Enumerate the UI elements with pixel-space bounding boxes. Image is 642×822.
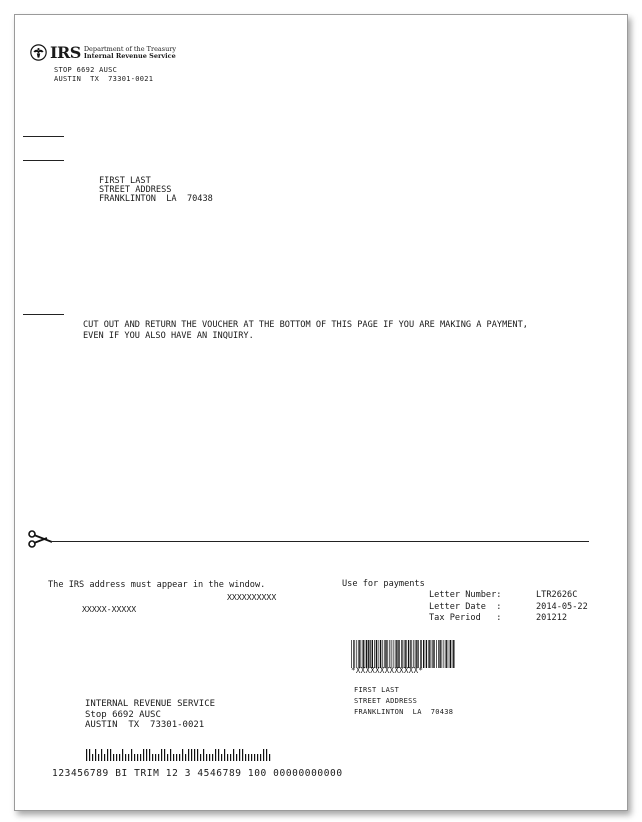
barcode-bar [442,640,443,668]
irs-logo [30,44,176,61]
postnet-bar [89,749,90,761]
scissors-icon [27,529,53,549]
postnet-bar [227,754,228,761]
barcode-bar [436,640,437,668]
barcode-bar [366,640,367,668]
postnet-bar [233,749,234,761]
postnet-bar [221,754,222,761]
postnet-bar [248,754,249,761]
payer-line-1: FIRST LAST [354,686,400,694]
postnet-bar [236,754,237,761]
barcode-bar [444,640,445,668]
letter-info-labels [429,590,501,625]
postnet-bar [215,749,216,761]
fold-mark-3 [23,314,64,315]
barcode-bar [353,640,354,668]
barcode-bar [448,640,449,668]
postnet-bar [116,754,117,761]
payment-notice [83,320,528,341]
barcode-bar [402,640,403,668]
fold-mark-2 [23,160,64,161]
barcode-bar [354,640,355,668]
payer-address [354,685,453,718]
barcode-bar [450,640,451,668]
postnet-bar [140,754,141,761]
postnet-bar [161,749,162,761]
postnet-bar [260,754,261,761]
postnet-bar [146,749,147,761]
recipient-line-1: FIRST LAST [99,176,151,186]
barcode-bar [358,640,359,668]
barcode-bar [416,640,417,668]
postnet-bar [200,754,201,761]
barcode-bar [413,640,414,668]
postnet-bar [128,754,129,761]
postnet-bar [218,749,219,761]
postnet-bar [86,749,87,761]
letter-number-value: LTR2626C [536,590,578,600]
barcode-bar [378,640,379,668]
barcode-bar [356,640,357,668]
barcode-bar [398,640,399,668]
barcode-bar [363,640,364,668]
postnet-bar [197,749,198,761]
postnet-bar [107,749,108,761]
barcode-bar [365,640,366,668]
postnet-bar [110,749,111,761]
recipient-line-2: STREET ADDRESS [99,185,172,195]
barcode-bar [433,640,434,668]
dept-line-2: Internal Revenue Service [83,51,176,60]
barcode-bar [420,640,421,668]
postnet-bar [122,749,123,761]
dept-text [84,46,176,60]
irs-wordmark: IRS [50,42,81,62]
postnet-bar [185,754,186,761]
postnet-barcode [85,749,273,761]
postnet-bar [206,754,207,761]
postnet-bar [203,749,204,761]
postnet-bar [173,754,174,761]
barcode-bar [452,640,453,668]
barcode-bar [415,640,416,668]
barcode-bar [446,640,447,668]
postnet-bar [224,749,225,761]
barcode-bar [396,640,397,668]
window-note: The IRS address must appear in the window. [48,580,266,590]
barcode-bar [384,640,385,668]
barcode-bar [453,640,454,668]
notice-line-2: EVEN IF YOU ALSO HAVE AN INQUIRY. [83,330,254,341]
postnet-bar [137,754,138,761]
barcode-bar [351,640,352,668]
payer-line-2: STREET ADDRESS [354,697,418,705]
barcode-bar [389,640,390,668]
barcode-bar [387,640,388,668]
irs-mailing-address [85,699,215,731]
postnet-bar [251,754,252,761]
postnet-bar [158,754,159,761]
postnet-bar [113,754,114,761]
postnet-bar [176,754,177,761]
postnet-bar [230,754,231,761]
return-address-line-1: STOP 6692 AUSC [54,66,118,74]
barcode-bar [432,640,433,668]
tax-period-value: 201212 [536,613,568,623]
irs-address-line-3: AUSTIN TX 73301-0021 [85,720,205,731]
recipient-line-3: FRANKLINTON LA 70438 [99,194,213,204]
letter-date-label: Letter Date : [429,601,502,612]
barcode-bar [370,640,371,668]
postnet-bar [257,754,258,761]
postnet-bar [119,754,120,761]
irs-eagle-icon [30,44,47,61]
postnet-bar [182,749,183,761]
barcode-bar [418,640,419,668]
postnet-bar [254,754,255,761]
irs-letter-page [14,14,628,811]
barcode-bar [372,640,373,668]
postnet-bar [245,754,246,761]
postnet-bar [125,754,126,761]
postnet-bar [209,754,210,761]
barcode-bar [393,640,394,668]
postnet-bar [194,749,195,761]
barcode-bar [410,640,411,668]
postnet-bar [95,749,96,761]
postnet-bar [188,749,189,761]
letter-date-value: 2014-05-22 [536,601,588,612]
postnet-bar [269,754,270,761]
barcode-bar [405,640,406,668]
return-address-line-2: AUSTIN TX 73301-0021 [54,74,154,83]
return-address [54,66,153,83]
barcode-bar [428,640,429,668]
postnet-bar [131,749,132,761]
cut-line [51,541,589,542]
postnet-bar [212,754,213,761]
postnet-bar [242,749,243,761]
barcode-bar [382,640,383,668]
postnet-bar [149,749,150,761]
irs-address-line-2: Stop 6692 AUSC [85,709,161,720]
postnet-bar [152,754,153,761]
barcode-bar [411,640,412,668]
postnet-bar [104,754,105,761]
barcode-bar [376,640,377,668]
barcode-bar [380,640,381,668]
voucher-code-2: XXXXX-XXXXX [82,604,137,614]
barcode-bar [431,640,432,668]
barcode-text: *XXXXXXXXXXXXX* [351,666,424,675]
postnet-bar [263,749,264,761]
barcode-bar [374,640,375,668]
letter-info-values [536,590,588,625]
postnet-bar [164,749,165,761]
postnet-bar [191,749,192,761]
postnet-bar [101,749,102,761]
barcode-bar [368,640,369,668]
ocr-scan-line: 123456789 BI TRIM 12 3 4546789 100 00000000000 [52,768,343,779]
barcode-bar [426,640,427,668]
postnet-bar [170,749,171,761]
voucher-code-1: XXXXXXXXXX [227,592,277,602]
postnet-bar [239,749,240,761]
letter-number-label: Letter Number: [429,590,502,600]
barcode-bar [395,640,396,668]
barcode-bar [408,640,409,668]
barcode-bar [439,640,440,668]
payment-barcode [351,640,455,668]
postnet-bar [155,754,156,761]
barcode-bar [391,640,392,668]
barcode-bar [404,640,405,668]
notice-line-1: CUT OUT AND RETURN THE VOUCHER AT THE BOTTOM OF THIS PAGE IF YOU ARE MAKING A PAYMENT, [83,320,528,330]
fold-mark-1 [23,136,64,137]
barcode-bar [438,640,439,668]
postnet-bar [98,754,99,761]
barcode-bar [361,640,362,668]
dept-line-1: Department of the Treasury [83,44,177,53]
payer-line-3: FRANKLINTON LA 70438 [354,708,454,716]
recipient-address [99,177,213,204]
irs-address-line-1: INTERNAL REVENUE SERVICE [85,699,216,709]
use-for-payments: Use for payments [342,579,425,589]
barcode-bar [423,640,424,668]
postnet-bar [92,754,93,761]
postnet-bar [143,749,144,761]
tax-period-label: Tax Period : [429,613,502,623]
postnet-bar [179,754,180,761]
postnet-bar [134,754,135,761]
barcode-bar [385,640,386,668]
barcode-bar [401,640,402,668]
postnet-bar [266,749,267,761]
postnet-bar [167,754,168,761]
